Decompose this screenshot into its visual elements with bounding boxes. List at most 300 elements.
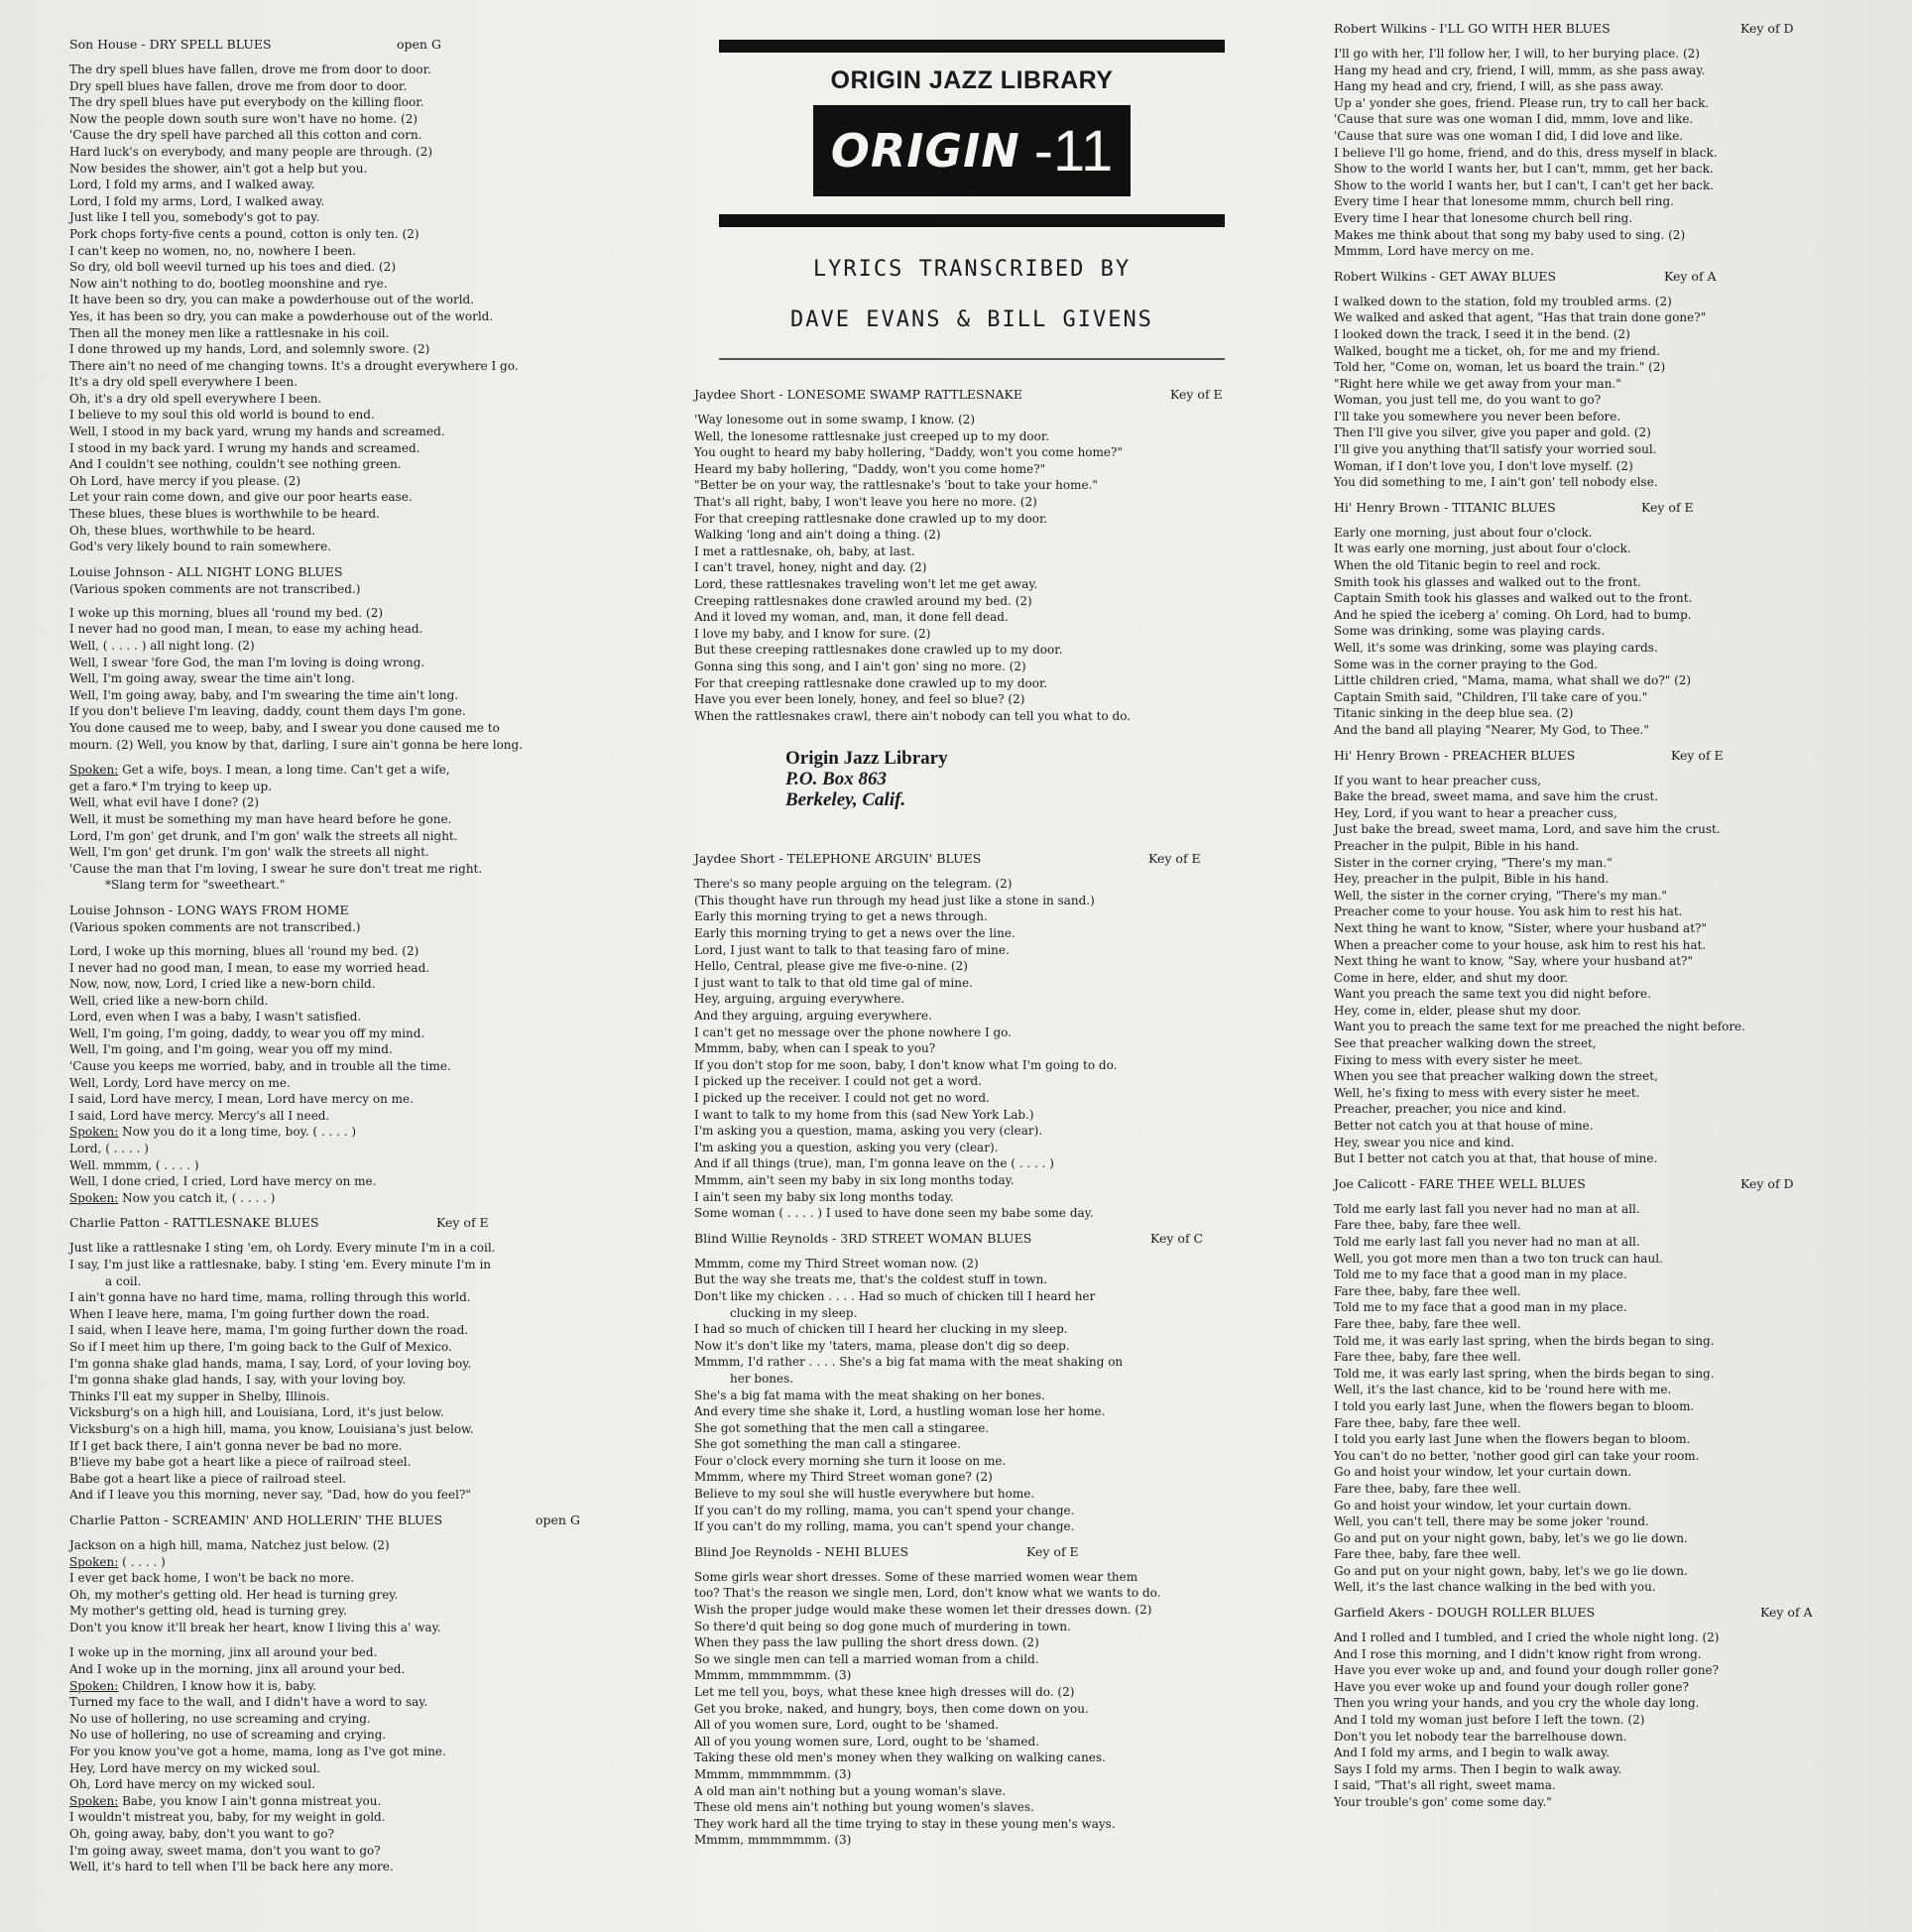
lyric-line: It was early one morning, just about four o'clock. bbox=[1334, 542, 1631, 556]
lyric-line: Go and put on your night gown, baby, let's we go lie down. bbox=[1334, 1563, 1688, 1578]
lyric-line: When you see that preacher walking down the street, bbox=[1334, 1069, 1658, 1084]
lyric-line: I had so much of chicken till I heard her clucking in my sleep. bbox=[694, 1322, 1068, 1337]
song-heading bbox=[1334, 747, 1889, 765]
song-heading bbox=[1334, 1175, 1889, 1193]
song-heading bbox=[694, 386, 1250, 404]
lyric-line: I stood in my back yard. I wrung my hands and screamed. bbox=[69, 440, 420, 455]
lyric-line: I ever get back home, I won't be back no more. bbox=[69, 1571, 355, 1586]
lyric-line: Then all the money men like a rattlesnake in his coil. bbox=[69, 325, 390, 340]
lyric-line: If you can't do my rolling, mama, you can't spend your change. bbox=[694, 1503, 1075, 1517]
lyric-line: Just bake the bread, sweet mama, Lord, and save him the crust. bbox=[1334, 822, 1721, 837]
lyric-line: Have you ever been lonely, honey, and feel so blue? (2) bbox=[694, 692, 1025, 707]
lyric-line: That's all right, baby, I won't leave you here no more. (2) bbox=[694, 494, 1037, 509]
lyric-line: I'm gonna shake glad hands, I say, with your loving boy. bbox=[69, 1373, 407, 1388]
lyric-line: Turned my face to the wall, and I didn't have a word to say. bbox=[69, 1695, 428, 1710]
lyrics bbox=[694, 412, 1250, 724]
song-title: RATTLESNAKE BLUES bbox=[172, 1215, 319, 1231]
lyric-line: But I better not catch you at that, that house of mine. bbox=[1334, 1151, 1658, 1166]
lyric-line: Well, I done cried, I cried, Lord have mercy on me. bbox=[69, 1174, 377, 1189]
spoken-text: Now you do it a long time, boy. ( . . . . ) bbox=[118, 1125, 357, 1140]
lyric-line: "Better be on your way, the rattlesnake's 'bout to take your home." bbox=[694, 478, 1098, 493]
song-title: SCREAMIN' AND HOLLERIN' THE BLUES bbox=[172, 1511, 443, 1527]
lyric-line: I'm asking you a question, asking you very (clear). bbox=[694, 1140, 999, 1154]
lyric-line: Babe got a heart like a piece of railroad steel. bbox=[69, 1471, 347, 1486]
song-key: Key of A bbox=[1664, 268, 1717, 284]
lyric-line: Makes me think about that song my baby used to sing. (2) bbox=[1334, 227, 1686, 242]
lyric-line: Lord, ( . . . . ) bbox=[69, 1142, 149, 1156]
lyric-line: 'Cause you keeps me worried, baby, and in trouble all the time. bbox=[69, 1059, 451, 1074]
lyric-line: "Right here while we get away from your man." bbox=[1334, 376, 1621, 391]
lyric-line: When the old Titanic begin to reel and rock. bbox=[1334, 558, 1602, 573]
lyric-line: No use of hollering, no use screaming and crying. bbox=[69, 1711, 371, 1726]
lyric-line: Well, cried like a new-born child. bbox=[69, 993, 269, 1008]
lyric-line: Want you preach the same text you did night before. bbox=[1334, 987, 1651, 1002]
lyric-line: And I rose this morning, and I didn't know right from wrong. bbox=[1334, 1646, 1702, 1661]
song-block bbox=[1334, 268, 1889, 491]
song-block bbox=[1334, 747, 1889, 1167]
lyric-line: Dry spell blues have fallen, drove me from door to door. bbox=[69, 78, 408, 93]
lyric-line: I said, "That's all right, sweet mama. bbox=[1334, 1778, 1556, 1793]
heading-separator: - bbox=[165, 563, 178, 579]
song-block bbox=[1334, 1175, 1889, 1596]
publisher-address bbox=[785, 748, 1250, 810]
lyric-line: Well, I'm going, I'm going, daddy, to wear you off my mind. bbox=[69, 1026, 425, 1040]
lyric-line bbox=[69, 1793, 655, 1810]
lyric-line: For that creeping rattlesnake done crawled up to my door. bbox=[694, 511, 1048, 526]
lyric-line: I'll take you somewhere you never been before. bbox=[1334, 409, 1621, 423]
lyric-line: Now, now, now, Lord, I cried like a new-born child. bbox=[69, 977, 376, 992]
lyric-line: Fare thee, baby, fare thee well. bbox=[1334, 1547, 1521, 1562]
credit-line: LYRICS TRANSCRIBED BY bbox=[812, 257, 1132, 282]
lyric-line: I picked up the receiver. I could not get no word. bbox=[694, 1091, 990, 1105]
lyric-line bbox=[69, 1124, 655, 1141]
lyric-line: But these creeping rattlesnakes done crawled up to my door. bbox=[694, 643, 1063, 658]
lyric-line: Just like a rattlesnake I sting 'em, oh Lordy. Every minute I'm in a coil. bbox=[69, 1241, 496, 1256]
lyrics bbox=[1334, 525, 1889, 739]
lyric-line: I ain't seen my baby six long months today. bbox=[694, 1189, 954, 1204]
lyric-line: Go and hoist your window, let your curtain down. bbox=[1334, 1465, 1632, 1480]
lyric-line: I said, Lord have mercy. Mercy's all I need. bbox=[69, 1108, 330, 1123]
lyric-line: I'll go with her, I'll follow her, I will, to her burying place. (2) bbox=[1334, 47, 1700, 60]
spoken-label: Spoken: bbox=[69, 1678, 119, 1693]
lyric-line: too? That's the reason we single men, Lord, don't know what we wants to do. bbox=[694, 1586, 1161, 1601]
song-block bbox=[69, 36, 655, 555]
song-title: FARE THEE WELL BLUES bbox=[1418, 1175, 1586, 1191]
lyric-line: And it loved my woman, and, man, it done fell dead. bbox=[694, 610, 1009, 625]
lyric-line: I believe to my soul this old world is bound to end. bbox=[69, 408, 375, 423]
lyric-line: Some was drinking, some was playing cards. bbox=[1334, 624, 1606, 639]
lyric-line: Woman, you just tell me, do you want to go? bbox=[1334, 393, 1602, 408]
publisher-name: Origin Jazz Library bbox=[785, 748, 948, 770]
lyric-line: Walking 'long and ain't doing a thing. (2) bbox=[694, 528, 941, 543]
lyric-line: Well, what evil have I done? (2) bbox=[69, 795, 260, 810]
song-heading bbox=[694, 1543, 1250, 1561]
song-artist: Louise Johnson bbox=[69, 563, 166, 579]
heading-separator: - bbox=[828, 1230, 841, 1246]
lyric-line: I want to talk to my home from this (sad New York Lab.) bbox=[694, 1107, 1034, 1122]
heading-separator: - bbox=[1424, 1605, 1437, 1621]
lyric-line: Believe to my soul she will hustle everywhere but home. bbox=[694, 1487, 1035, 1502]
lyric-line: If you don't stop for me soon, baby, I don't know what I'm going to do. bbox=[694, 1057, 1118, 1072]
song-key: Key of A bbox=[1760, 1605, 1813, 1621]
lyric-line: Every time I hear that lonesome mmm, church bell ring. bbox=[1334, 194, 1674, 209]
song-title: DOUGH ROLLER BLUES bbox=[1436, 1605, 1596, 1621]
lyric-line: Well, it's the last chance walking in the bed with you. bbox=[1334, 1580, 1656, 1595]
lyric-line: They work hard all the time trying to stay in these young men's ways. bbox=[694, 1816, 1116, 1831]
heading-separator: - bbox=[160, 1511, 173, 1527]
lyric-line: Hey, swear you nice and kind. bbox=[1334, 1135, 1515, 1149]
heading-separator: - bbox=[165, 902, 178, 917]
lyric-line: Well, ( . . . . ) all night long. (2) bbox=[69, 639, 255, 653]
lyric-line: Woman, if I don't love you, I don't love myself. (2) bbox=[1334, 458, 1633, 473]
lyric-line: Early this morning trying to get a news over the line. bbox=[694, 926, 1016, 941]
lyric-line: Early this morning trying to get a news through. bbox=[694, 909, 988, 924]
lyric-line: Wish the proper judge would make these women let their dresses down. (2) bbox=[694, 1603, 1152, 1618]
origin-logo-box bbox=[813, 105, 1131, 196]
lyric-line: B'lieve my babe got a heart like a piece of railroad steel. bbox=[69, 1455, 412, 1470]
lyric-line: I looked down the track, I seed it in the bend. (2) bbox=[1334, 326, 1630, 341]
lyric-line: See that preacher walking down the street, bbox=[1334, 1036, 1597, 1051]
lyric-line: I met a rattlesnake, oh, baby, at last. bbox=[694, 543, 915, 558]
heading-separator: - bbox=[1426, 268, 1440, 284]
lyrics bbox=[1334, 294, 1889, 491]
lyric-line: And if I leave you this morning, never say, "Dad, how do you feel?" bbox=[69, 1488, 471, 1503]
song-heading bbox=[1334, 20, 1889, 38]
song-artist: Joe Calicott bbox=[1334, 1175, 1407, 1191]
lyrics bbox=[1334, 1630, 1889, 1811]
song-heading bbox=[69, 1214, 655, 1232]
song-note: (Various spoken comments are not transcribed.) bbox=[69, 919, 361, 934]
lyric-line: Well, I stood in my back yard, wrung my hands and screamed. bbox=[69, 424, 445, 439]
lyrics bbox=[69, 1537, 655, 1875]
song-title: 3RD STREET WOMAN BLUES bbox=[840, 1230, 1032, 1246]
lyric-line: Oh, it's a dry old spell everywhere I been. bbox=[69, 391, 322, 406]
top-rule bbox=[719, 40, 1225, 53]
lyric-line: And they arguing, arguing everywhere. bbox=[694, 1009, 932, 1024]
lyric-line: Get you broke, naked, and hungry, boys, then come down on you. bbox=[694, 1701, 1089, 1716]
song-title: LONESOME SWAMP RATTLESNAKE bbox=[786, 387, 1023, 402]
library-name: ORIGIN JAZZ LIBRARY bbox=[830, 66, 1114, 94]
lyric-line: I walked down to the station, fold my troubled arms. (2) bbox=[1334, 294, 1672, 308]
lyrics bbox=[694, 1256, 1250, 1535]
lyric-line: Have you ever woke up and found your dough roller gone? bbox=[1334, 1679, 1689, 1694]
lyric-line: Well, I'm gon' get drunk. I'm gon' walk the streets all night. bbox=[69, 845, 429, 860]
lyric-line: Well, Lordy, Lord have mercy on me. bbox=[69, 1075, 291, 1090]
lyric-line: And I fold my arms, and I begin to walk away. bbox=[1334, 1746, 1611, 1760]
lyric-line: Well, I swear 'fore God, the man I'm loving is doing wrong. bbox=[69, 655, 425, 669]
lyric-line: Well, you can't tell, there may be some joker 'round. bbox=[1334, 1514, 1649, 1529]
column-left bbox=[69, 36, 655, 1883]
lyric-line: *Slang term for "sweetheart." bbox=[105, 878, 286, 893]
lyric-line: Oh, going away, baby, don't you want to go? bbox=[69, 1827, 334, 1841]
lyric-line: (This thought have run through my head just like a stone in sand.) bbox=[694, 893, 1095, 907]
lyric-line: Well, I'm going away, baby, and I'm swearing the time ain't long. bbox=[69, 687, 459, 702]
lyric-line: All of you women sure, Lord, ought to be 'shamed. bbox=[694, 1718, 1000, 1733]
lyric-line: Lord, I just want to talk to that teasing faro of mine. bbox=[694, 942, 1010, 957]
lyric-line: Well, it must be something my man have heard before he gone. bbox=[69, 811, 452, 826]
lyric-line: Told me early last fall you never had no man at all. bbox=[1334, 1201, 1640, 1216]
lyric-line: 'Cause the dry spell have parched all this cotton and corn. bbox=[69, 128, 422, 143]
lyric-line: Well, you got more men than a two ton truck can haul. bbox=[1334, 1251, 1663, 1266]
lyric-line: And if all things (true), man, I'm gonna leave on the ( . . . . ) bbox=[694, 1156, 1054, 1171]
lyric-line: Come in here, elder, and shut my door. bbox=[1334, 970, 1569, 985]
lyric-line: And I rolled and I tumbled, and I cried the whole night long. (2) bbox=[1334, 1630, 1720, 1645]
lyrics bbox=[694, 876, 1250, 1221]
lyric-line: Fare thee, baby, fare thee well. bbox=[1334, 1481, 1521, 1496]
origin-logo: ORIGIN bbox=[830, 124, 1020, 178]
song-block bbox=[694, 850, 1250, 1221]
spoken-text: Children, I know how it is, baby. bbox=[118, 1678, 317, 1693]
lyric-line: Four o'clock every morning she turn it loose on me. bbox=[694, 1453, 1007, 1468]
lyric-line: Next thing he want to know, "Say, where your husband at?" bbox=[1334, 954, 1693, 969]
lyric-line: And I woke up in the morning, jinx all around your bed. bbox=[69, 1662, 406, 1677]
lyric-line: Hang my head and cry, friend, I will, as she pass away. bbox=[1334, 79, 1664, 94]
lyric-line: 'Cause that sure was one woman I did, mmm, love and like. bbox=[1334, 112, 1694, 127]
song-artist: Charlie Patton bbox=[69, 1215, 161, 1231]
lyric-line: Walked, bought me a ticket, oh, for me and my friend. bbox=[1334, 343, 1660, 358]
lyric-line: Mmmm, come my Third Street woman now. (2) bbox=[694, 1256, 979, 1270]
lyric-line: Well, it's hard to tell when I'll be back here any more. bbox=[69, 1860, 394, 1874]
lyric-line: Show to the world I wants her, but I can't, mmm, get her back. bbox=[1334, 162, 1714, 177]
lyric-line: Hang my head and cry, friend, I will, mmm, as she pass away. bbox=[1334, 62, 1706, 77]
lyric-line: When I leave here, mama, I'm going further down the road. bbox=[69, 1306, 430, 1321]
lyric-line: Then you wring your hands, and you cry the whole day long. bbox=[1334, 1696, 1700, 1711]
lyric-line: Hard luck's on everybody, and many people are through. (2) bbox=[69, 144, 433, 159]
lyric-line: Fare thee, baby, fare thee well. bbox=[1334, 1415, 1521, 1430]
lyric-line: 'Way lonesome out in some swamp, I know. (2) bbox=[694, 413, 976, 426]
lyric-line: Don't you know it'll break her heart, know I living this a' way. bbox=[69, 1620, 441, 1634]
lyrics bbox=[69, 943, 655, 1207]
lyric-line: And the band all playing "Nearer, My God, to Thee." bbox=[1334, 722, 1649, 737]
song-key: Key of D bbox=[1740, 21, 1794, 36]
lyric-line: I'm gonna shake glad hands, mama, I say, Lord, of your loving boy. bbox=[69, 1356, 472, 1371]
lyric-line: Creeping rattlesnakes done crawled around my bed. (2) bbox=[694, 593, 1032, 608]
lyric-line: Smith took his glasses and walked out to the front. bbox=[1334, 574, 1641, 589]
lyric-line: Don't you let nobody tear the barrelhouse down. bbox=[1334, 1729, 1627, 1744]
lyric-line: I'll give you anything that'll satisfy your worried soul. bbox=[1334, 442, 1657, 457]
heading-separator: - bbox=[1440, 747, 1453, 763]
song-block bbox=[694, 386, 1250, 724]
spoken-text: Now you catch it, ( . . . . ) bbox=[118, 1190, 276, 1205]
lyric-line: mourn. (2) Well, you know by that, darling, I sure ain't gonna be here long. bbox=[69, 737, 524, 752]
lyric-line: Mmmm, where my Third Street woman gone? (2) bbox=[694, 1470, 993, 1485]
lyric-line: Now the people down south sure won't have no home. (2) bbox=[69, 111, 418, 126]
lyric-line: Mmmm, mmmmmmm. (3) bbox=[694, 1766, 852, 1781]
song-artist: Louise Johnson bbox=[69, 902, 166, 917]
heading-separator: - bbox=[137, 37, 150, 52]
lyric-line: I love my baby, and I know for sure. (2) bbox=[694, 626, 931, 641]
lyric-line: Hey, Lord, if you want to hear a preacher cuss, bbox=[1334, 805, 1617, 820]
spoken-label: Spoken: bbox=[69, 1190, 119, 1205]
lyric-line: clucking in my sleep. bbox=[730, 1305, 858, 1320]
lyrics bbox=[694, 1569, 1250, 1849]
song-title: GET AWAY BLUES bbox=[1439, 268, 1557, 284]
song-block bbox=[1334, 20, 1889, 260]
lyric-line: You did something to me, I ain't gon' tell nobody else. bbox=[1334, 475, 1658, 490]
lyric-line: Some woman ( . . . . ) I used to have done seen my babe some day. bbox=[694, 1206, 1094, 1221]
song-heading bbox=[69, 563, 655, 581]
lyric-line: Captain Smith said, "Children, I'll take care of you." bbox=[1334, 689, 1648, 704]
lyric-line: I can't travel, honey, night and day. (2) bbox=[694, 560, 927, 575]
lyric-line: Lord, even when I was a baby, I wasn't satisfied. bbox=[69, 1010, 362, 1025]
title-block bbox=[714, 40, 1230, 360]
song-block bbox=[694, 1230, 1250, 1535]
lyric-line: Told me, it was early last spring, when the birds began to sing. bbox=[1334, 1366, 1715, 1381]
bottom-rule bbox=[719, 358, 1225, 360]
lyric-line: And I told my woman just before I left the town. (2) bbox=[1334, 1713, 1645, 1728]
song-block bbox=[69, 1214, 655, 1504]
heading-separator: - bbox=[1440, 499, 1453, 515]
lyric-line: Well, it's some was drinking, some was playing cards. bbox=[1334, 641, 1658, 655]
song-block bbox=[69, 1511, 655, 1875]
lyric-line: Well. mmmm, ( . . . . ) bbox=[69, 1157, 199, 1172]
lyric-line: Hey, preacher in the pulpit, Bible in his hand. bbox=[1334, 872, 1610, 887]
lyric-line: Bake the bread, sweet mama, and save him the crust. bbox=[1334, 789, 1659, 804]
lyric-line: Well, it's the last chance, kid to be 'round here with me. bbox=[1334, 1383, 1672, 1397]
heading-separator: - bbox=[160, 1215, 173, 1231]
lyric-line: Better not catch you at that house of mine. bbox=[1334, 1119, 1594, 1134]
song-key: Key of C bbox=[1150, 1230, 1204, 1246]
lyric-line: And he spied the iceberg a' coming. Oh Lord, had to bump. bbox=[1334, 607, 1692, 622]
lyric-line: Oh, my mother's getting old. Her head is turning grey. bbox=[69, 1587, 399, 1602]
lyric-line: Want you to preach the same text for me preached the night before. bbox=[1334, 1020, 1745, 1034]
song-title: LONG WAYS FROM HOME bbox=[177, 902, 349, 917]
song-block bbox=[694, 1543, 1250, 1849]
publisher-box: P.O. Box 863 bbox=[785, 769, 888, 790]
lyric-line: Mmmm, baby, when can I speak to you? bbox=[694, 1041, 936, 1056]
lyric-line: There ain't no need of me changing towns. It's a drought everywhere I go. bbox=[69, 358, 519, 373]
lyrics bbox=[69, 1240, 655, 1504]
lyric-line: The dry spell blues have fallen, drove me from door to door. bbox=[69, 62, 431, 76]
song-block bbox=[69, 902, 655, 1207]
lyric-line: It's a dry old spell everywhere I been. bbox=[69, 375, 299, 390]
lyric-line: Captain Smith took his glasses and walked out to the front. bbox=[1334, 591, 1693, 606]
lyric-line: Go and put on your night gown, baby, let's we go lie down. bbox=[1334, 1530, 1688, 1545]
song-artist: Robert Wilkins bbox=[1334, 21, 1427, 36]
song-artist: Jaydee Short bbox=[694, 387, 776, 402]
lyric-line: Lord, I woke up this morning, blues all 'round my bed. (2) bbox=[69, 943, 419, 958]
lyric-line: No use of hollering, no use of screaming and crying. bbox=[69, 1728, 387, 1743]
lyric-line: For that creeping rattlesnake done crawled up to my door. bbox=[694, 675, 1048, 690]
lyric-line: These old mens ain't nothing but young women's slaves. bbox=[694, 1800, 1034, 1815]
lyric-line: Fare thee, baby, fare thee well. bbox=[1334, 1218, 1521, 1233]
lyric-line: Little children cried, "Mama, mama, what shall we do?" (2) bbox=[1334, 673, 1692, 688]
spoken-label: Spoken: bbox=[69, 1793, 119, 1808]
lyric-line: Oh Lord, have mercy if you please. (2) bbox=[69, 473, 301, 488]
lyric-line: Lord, these rattlesnakes traveling won't let me get away. bbox=[694, 576, 1038, 591]
lyric-line: Told me to my face that a good man in my place. bbox=[1334, 1268, 1627, 1282]
lyric-line: Well, the lonesome rattlesnake just creeped up to my door. bbox=[694, 428, 1050, 443]
heading-separator: - bbox=[1406, 1175, 1419, 1191]
heading-separator: - bbox=[775, 387, 787, 402]
song-title: ALL NIGHT LONG BLUES bbox=[177, 563, 343, 579]
lyrics bbox=[1334, 773, 1889, 1167]
lyric-line: So we single men can tell a married woman from a child. bbox=[694, 1651, 1039, 1666]
song-artist: Hi' Henry Brown bbox=[1334, 747, 1441, 763]
song-artist: Jaydee Short bbox=[694, 851, 776, 867]
lyric-line: Your trouble's gon' come some day." bbox=[1334, 1795, 1552, 1809]
song-key: Key of E bbox=[1641, 499, 1694, 515]
lyric-line: So dry, old boll weevil turned up his toes and died. (2) bbox=[69, 260, 396, 275]
song-block bbox=[1334, 1604, 1889, 1811]
lyric-line: Some girls wear short dresses. Some of these married women wear them bbox=[694, 1569, 1138, 1584]
lyric-line: Says I fold my arms. Then I begin to walk away. bbox=[1334, 1761, 1622, 1776]
song-title: DRY SPELL BLUES bbox=[149, 37, 272, 52]
lyric-line: Preacher come to your house. You ask him to rest his hat. bbox=[1334, 905, 1683, 919]
song-key: Key of E bbox=[1026, 1543, 1079, 1559]
lyric-line: Let your rain come down, and give our poor hearts ease. bbox=[69, 490, 413, 505]
lyric-line: Heard my baby hollering, "Daddy, won't you come home?" bbox=[694, 461, 1046, 476]
song-title: TITANIC BLUES bbox=[1452, 499, 1556, 515]
lyric-line: get a faro.* I'm trying to keep up. bbox=[69, 779, 273, 793]
song-block bbox=[1334, 499, 1889, 739]
lyric-line: Jackson on a high hill, mama, Natchez just below. (2) bbox=[69, 1537, 390, 1552]
lyrics bbox=[1334, 1201, 1889, 1596]
song-block bbox=[69, 563, 655, 894]
lyric-line: Told me, it was early last spring, when the birds began to sing. bbox=[1334, 1333, 1715, 1348]
lyric-line bbox=[69, 1190, 655, 1207]
lyric-line: Fare thee, baby, fare thee well. bbox=[1334, 1350, 1521, 1365]
lyric-line: Let me tell you, boys, what these knee high dresses will do. (2) bbox=[694, 1685, 1075, 1699]
lyric-line: Then I'll give you silver, give you paper and gold. (2) bbox=[1334, 425, 1651, 440]
song-heading bbox=[69, 902, 655, 919]
song-heading bbox=[1334, 1604, 1889, 1622]
spoken-label: Spoken: bbox=[69, 1554, 119, 1569]
lyric-line: I say, I'm just like a rattlesnake, baby. I sting 'em. Every minute I'm in bbox=[69, 1258, 492, 1271]
lyric-line: her bones. bbox=[730, 1371, 794, 1386]
column-right bbox=[1334, 20, 1889, 1819]
lyric-line: Gonna sing this song, and I ain't gon' sing no more. (2) bbox=[694, 659, 1026, 673]
publisher-city: Berkeley, Calif. bbox=[785, 789, 906, 811]
lyric-line: Thinks I'll eat my supper in Shelby, Illinois. bbox=[69, 1389, 330, 1403]
lyric-line: 'Cause that sure was one woman I did, I did love and like. bbox=[1334, 128, 1684, 143]
song-artist: Hi' Henry Brown bbox=[1334, 499, 1441, 515]
lyric-line: So there'd quit being so dog gone much of murdering in town. bbox=[694, 1619, 1071, 1633]
lyric-line: Told me early last fall you never had no man at all. bbox=[1334, 1235, 1640, 1249]
lyric-line: I said, Lord have mercy, I mean, Lord have mercy on me. bbox=[69, 1092, 414, 1107]
song-key: Key of E bbox=[1148, 851, 1201, 867]
lyric-line: I wouldn't mistreat you, baby, for my weight in gold. bbox=[69, 1810, 386, 1825]
lyric-line: Hello, Central, please give me five-o-nine. (2) bbox=[694, 959, 968, 974]
lyric-line: I believe I'll go home, friend, and do this, dress myself in black. bbox=[1334, 145, 1718, 160]
lyric-line: I ain't gonna have no hard time, mama, rolling through this world. bbox=[69, 1290, 471, 1305]
lyric-line: I woke up this morning, blues all 'round my bed. (2) bbox=[69, 605, 384, 620]
lyric-line: I just want to talk to that old time gal of mine. bbox=[694, 975, 973, 990]
song-key: Key of D bbox=[1740, 1175, 1794, 1191]
lyric-line: And I couldn't see nothing, couldn't see nothing green. bbox=[69, 457, 402, 472]
lyric-line: Lord, I fold my arms, Lord, I walked away. bbox=[69, 193, 325, 208]
lyric-line: So if I meet him up there, I'm going back to the Gulf of Mexico. bbox=[69, 1339, 452, 1354]
lyric-line: Go and hoist your window, let your curtain down. bbox=[1334, 1498, 1632, 1512]
lyric-line: And every time she shake it, Lord, a hustling woman lose her home. bbox=[694, 1404, 1106, 1419]
song-heading bbox=[1334, 499, 1889, 517]
lyric-line: Told me to my face that a good man in my place. bbox=[1334, 1300, 1627, 1315]
lyric-line: I never had no good man, I mean, to ease my aching head. bbox=[69, 622, 423, 637]
lyric-line: Hey, arguing, arguing everywhere. bbox=[694, 992, 905, 1007]
lyric-line: Lord, I'm gon' get drunk, and I'm gon' walk the streets all night. bbox=[69, 828, 458, 843]
lyric-line: You can't do no better, 'nother good girl can take your room. bbox=[1334, 1448, 1700, 1463]
lyric-line: Fare thee, baby, fare thee well. bbox=[1334, 1283, 1521, 1298]
lyric-line: God's very likely bound to rain somewhere. bbox=[69, 540, 332, 554]
lyric-line: I said, when I leave here, mama, I'm going further down the road. bbox=[69, 1323, 469, 1338]
lyric-line: A old man ain't nothing but a young woman's slave. bbox=[694, 1783, 1007, 1798]
song-key: Key of E bbox=[1671, 747, 1724, 763]
lyric-line: I told you early last June when the flowers began to bloom. bbox=[1334, 1432, 1691, 1447]
lyric-line: Have you ever woke up and, and found your dough roller gone? bbox=[1334, 1663, 1720, 1678]
song-heading bbox=[69, 1511, 655, 1529]
lyrics bbox=[1334, 46, 1889, 260]
lyric-line bbox=[69, 1678, 655, 1695]
